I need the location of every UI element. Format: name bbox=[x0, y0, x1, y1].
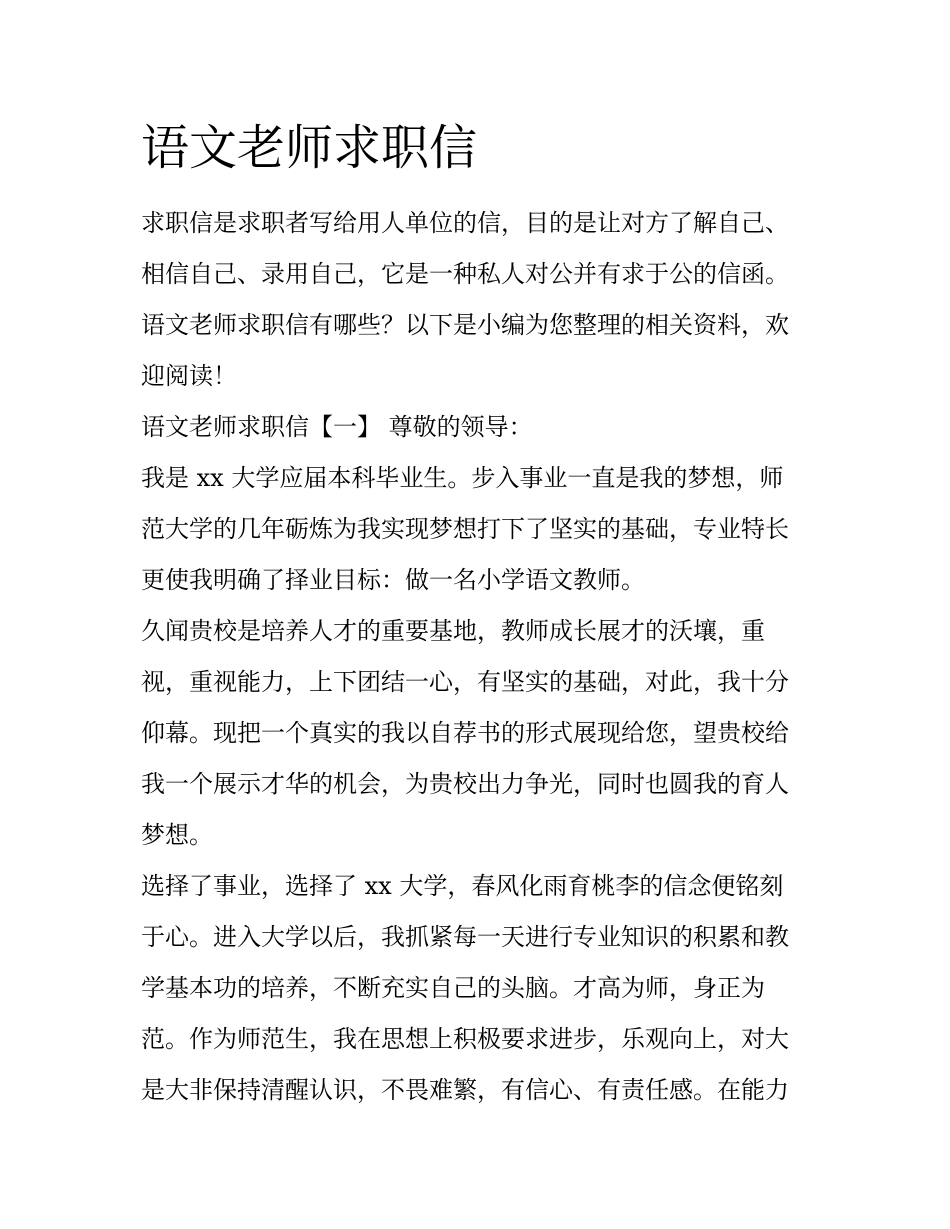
paragraph-line: 求职信是求职者写给用人单位的信，目的是让对方了解自己、 bbox=[141, 209, 789, 237]
paragraph-line: 是大非保持清醒认识，不畏难繁，有信心、有责任感。在能力 bbox=[141, 1076, 789, 1104]
paragraph-line: 范大学的几年砺炼为我实现梦想打下了坚实的基础，专业特长 bbox=[141, 515, 789, 543]
paragraph-line: 梦想。 bbox=[141, 821, 213, 849]
paragraph-line: 语文老师求职信有哪些？以下是小编为您整理的相关资料，欢 bbox=[141, 311, 789, 339]
paragraph-line: 语文老师求职信【一】 尊敬的领导： bbox=[141, 413, 533, 441]
paragraph-line: 我是 xx 大学应届本科毕业生。步入事业一直是我的梦想，师 bbox=[141, 464, 784, 492]
paragraph-line: 久闻贵校是培养人才的重要基地，教师成长展才的沃壤，重 bbox=[141, 617, 765, 645]
paragraph-line: 于心。进入大学以后，我抓紧每一天进行专业知识的积累和教 bbox=[141, 923, 789, 951]
paragraph-line: 仰幕。现把一个真实的我以自荐书的形式展现给您，望贵校给 bbox=[141, 719, 789, 747]
paragraph-line: 迎阅读！ bbox=[141, 362, 237, 390]
paragraph-line: 我一个展示才华的机会，为贵校出力争光，同时也圆我的育人 bbox=[141, 770, 789, 798]
document-title: 语文老师求职信 bbox=[141, 120, 478, 176]
paragraph-line: 选择了事业，选择了 xx 大学，春风化雨育桃李的信念便铭刻 bbox=[141, 872, 784, 900]
paragraph-line: 更使我明确了择业目标：做一名小学语文教师。 bbox=[141, 566, 645, 594]
paragraph-line: 范。作为师范生，我在思想上积极要求进步，乐观向上，对大 bbox=[141, 1025, 789, 1053]
paragraph-line: 视，重视能力，上下团结一心，有坚实的基础，对此，我十分 bbox=[141, 668, 789, 696]
paragraph-line: 学基本功的培养，不断充实自己的头脑。才高为师，身正为 bbox=[141, 974, 765, 1002]
paragraph-line: 相信自己、录用自己，它是一种私人对公并有求于公的信函。 bbox=[141, 260, 789, 288]
